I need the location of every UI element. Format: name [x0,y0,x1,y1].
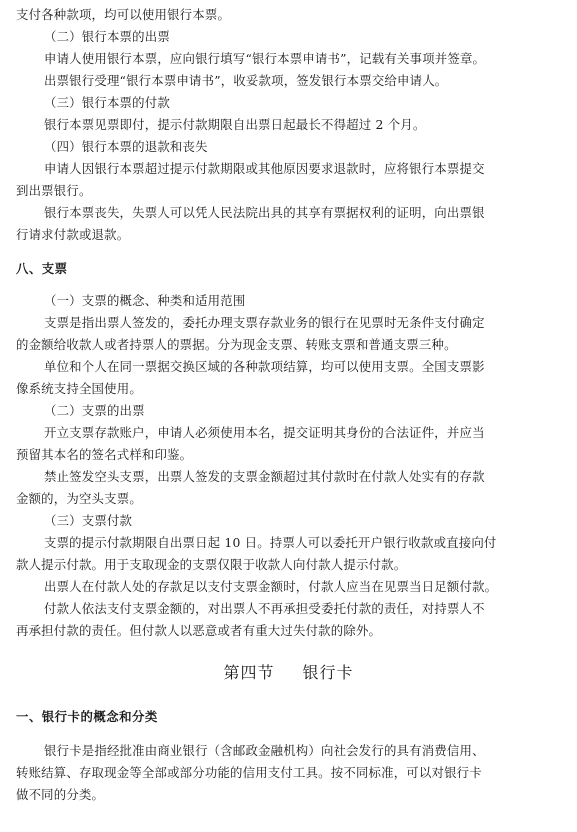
text-line: 申请人使用银行本票，应向银行填写“银行本票申请书”，记载有关事项并签章。 [44,51,486,66]
subheading: （四）银行本票的退款和丧失 [44,139,208,154]
text-line: 预留其本名的签名式样和印鉴。 [16,447,193,462]
text-line: 出票人在付款人处的存款足以支付支票金额时，付款人应当在见票当日足额付款。 [44,579,498,594]
subheading: （二）支票的出票 [44,403,145,418]
text-line: 转账结算、存取现金等全部或部分功能的信用支付工具。按不同标准，可以对银行卡 [16,765,482,780]
text-line: 支票的提示付款期限自出票日起 10 日。持票人可以委托开户银行收款或直接向付 [44,535,497,550]
text-line: 行请求付款或退款。 [16,227,130,242]
text-line: 到出票银行。 [16,183,92,198]
text-line: 申请人因银行本票超过提示付款期限或其他原因要求退款时，应将银行本票提交 [44,161,485,176]
text-line: 的金额给收款人或者持票人的票据。分为现金支票、转账支票和普通支票三种。 [16,337,457,352]
text-line: 开立支票存款账户，申请人必须使用本名，提交证明其身份的合法证件，并应当 [44,425,485,440]
text-line: 出票银行受理“银行本票申请书”，收妥款项，签发银行本票交给申请人。 [44,73,448,88]
text-line: 单位和个人在同一票据交换区域的各种款项结算，均可以使用支票。全国支票影 [44,359,485,374]
heading-checks: 八、支票 [16,261,68,276]
text-line: 银行卡是指经批准由商业银行（含邮政金融机构）向社会发行的具有消费信用、 [44,743,485,758]
text-line: 银行本票见票即付，提示付款期限自出票日起最长不得超过 2 个月。 [44,117,426,132]
subheading: （三）银行本票的付款 [44,95,170,110]
text-line: 付款人依法支付支票金额的，对出票人不再承担受委托付款的责任，对持票人不 [44,601,485,616]
subheading: （三）支票付款 [44,513,133,528]
section-number: 第四节 [223,663,275,682]
heading-bank-card: 一、银行卡的概念和分类 [16,709,158,724]
section-title [0,660,577,686]
text-line: 支付各种款项，均可以使用银行本票。 [16,7,231,22]
section-name: 银行卡 [302,663,354,682]
text-line: 款人提示付款。用于支取现金的支票仅限于收款人向付款人提示付款。 [16,557,407,572]
text-line: 像系统支持全国使用。 [16,381,142,396]
text-line: 支票是指出票人签发的，委托办理支票存款业务的银行在见票时无条件支付确定 [44,315,485,330]
subheading: （二）银行本票的出票 [44,29,170,44]
text-line: 金额的，为空头支票。 [16,491,142,506]
subheading: （一）支票的概念、种类和适用范围 [44,293,246,308]
text-line: 禁止签发空头支票，出票人签发的支票金额超过其付款时在付款人处实有的存款 [44,469,485,484]
text-line: 再承担付款的责任。但付款人以恶意或者有重大过失付款的除外。 [16,623,382,638]
text-line: 银行本票丧失，失票人可以凭人民法院出具的其享有票据权利的证明，向出票银 [44,205,485,220]
text-line: 做不同的分类。 [16,787,105,802]
